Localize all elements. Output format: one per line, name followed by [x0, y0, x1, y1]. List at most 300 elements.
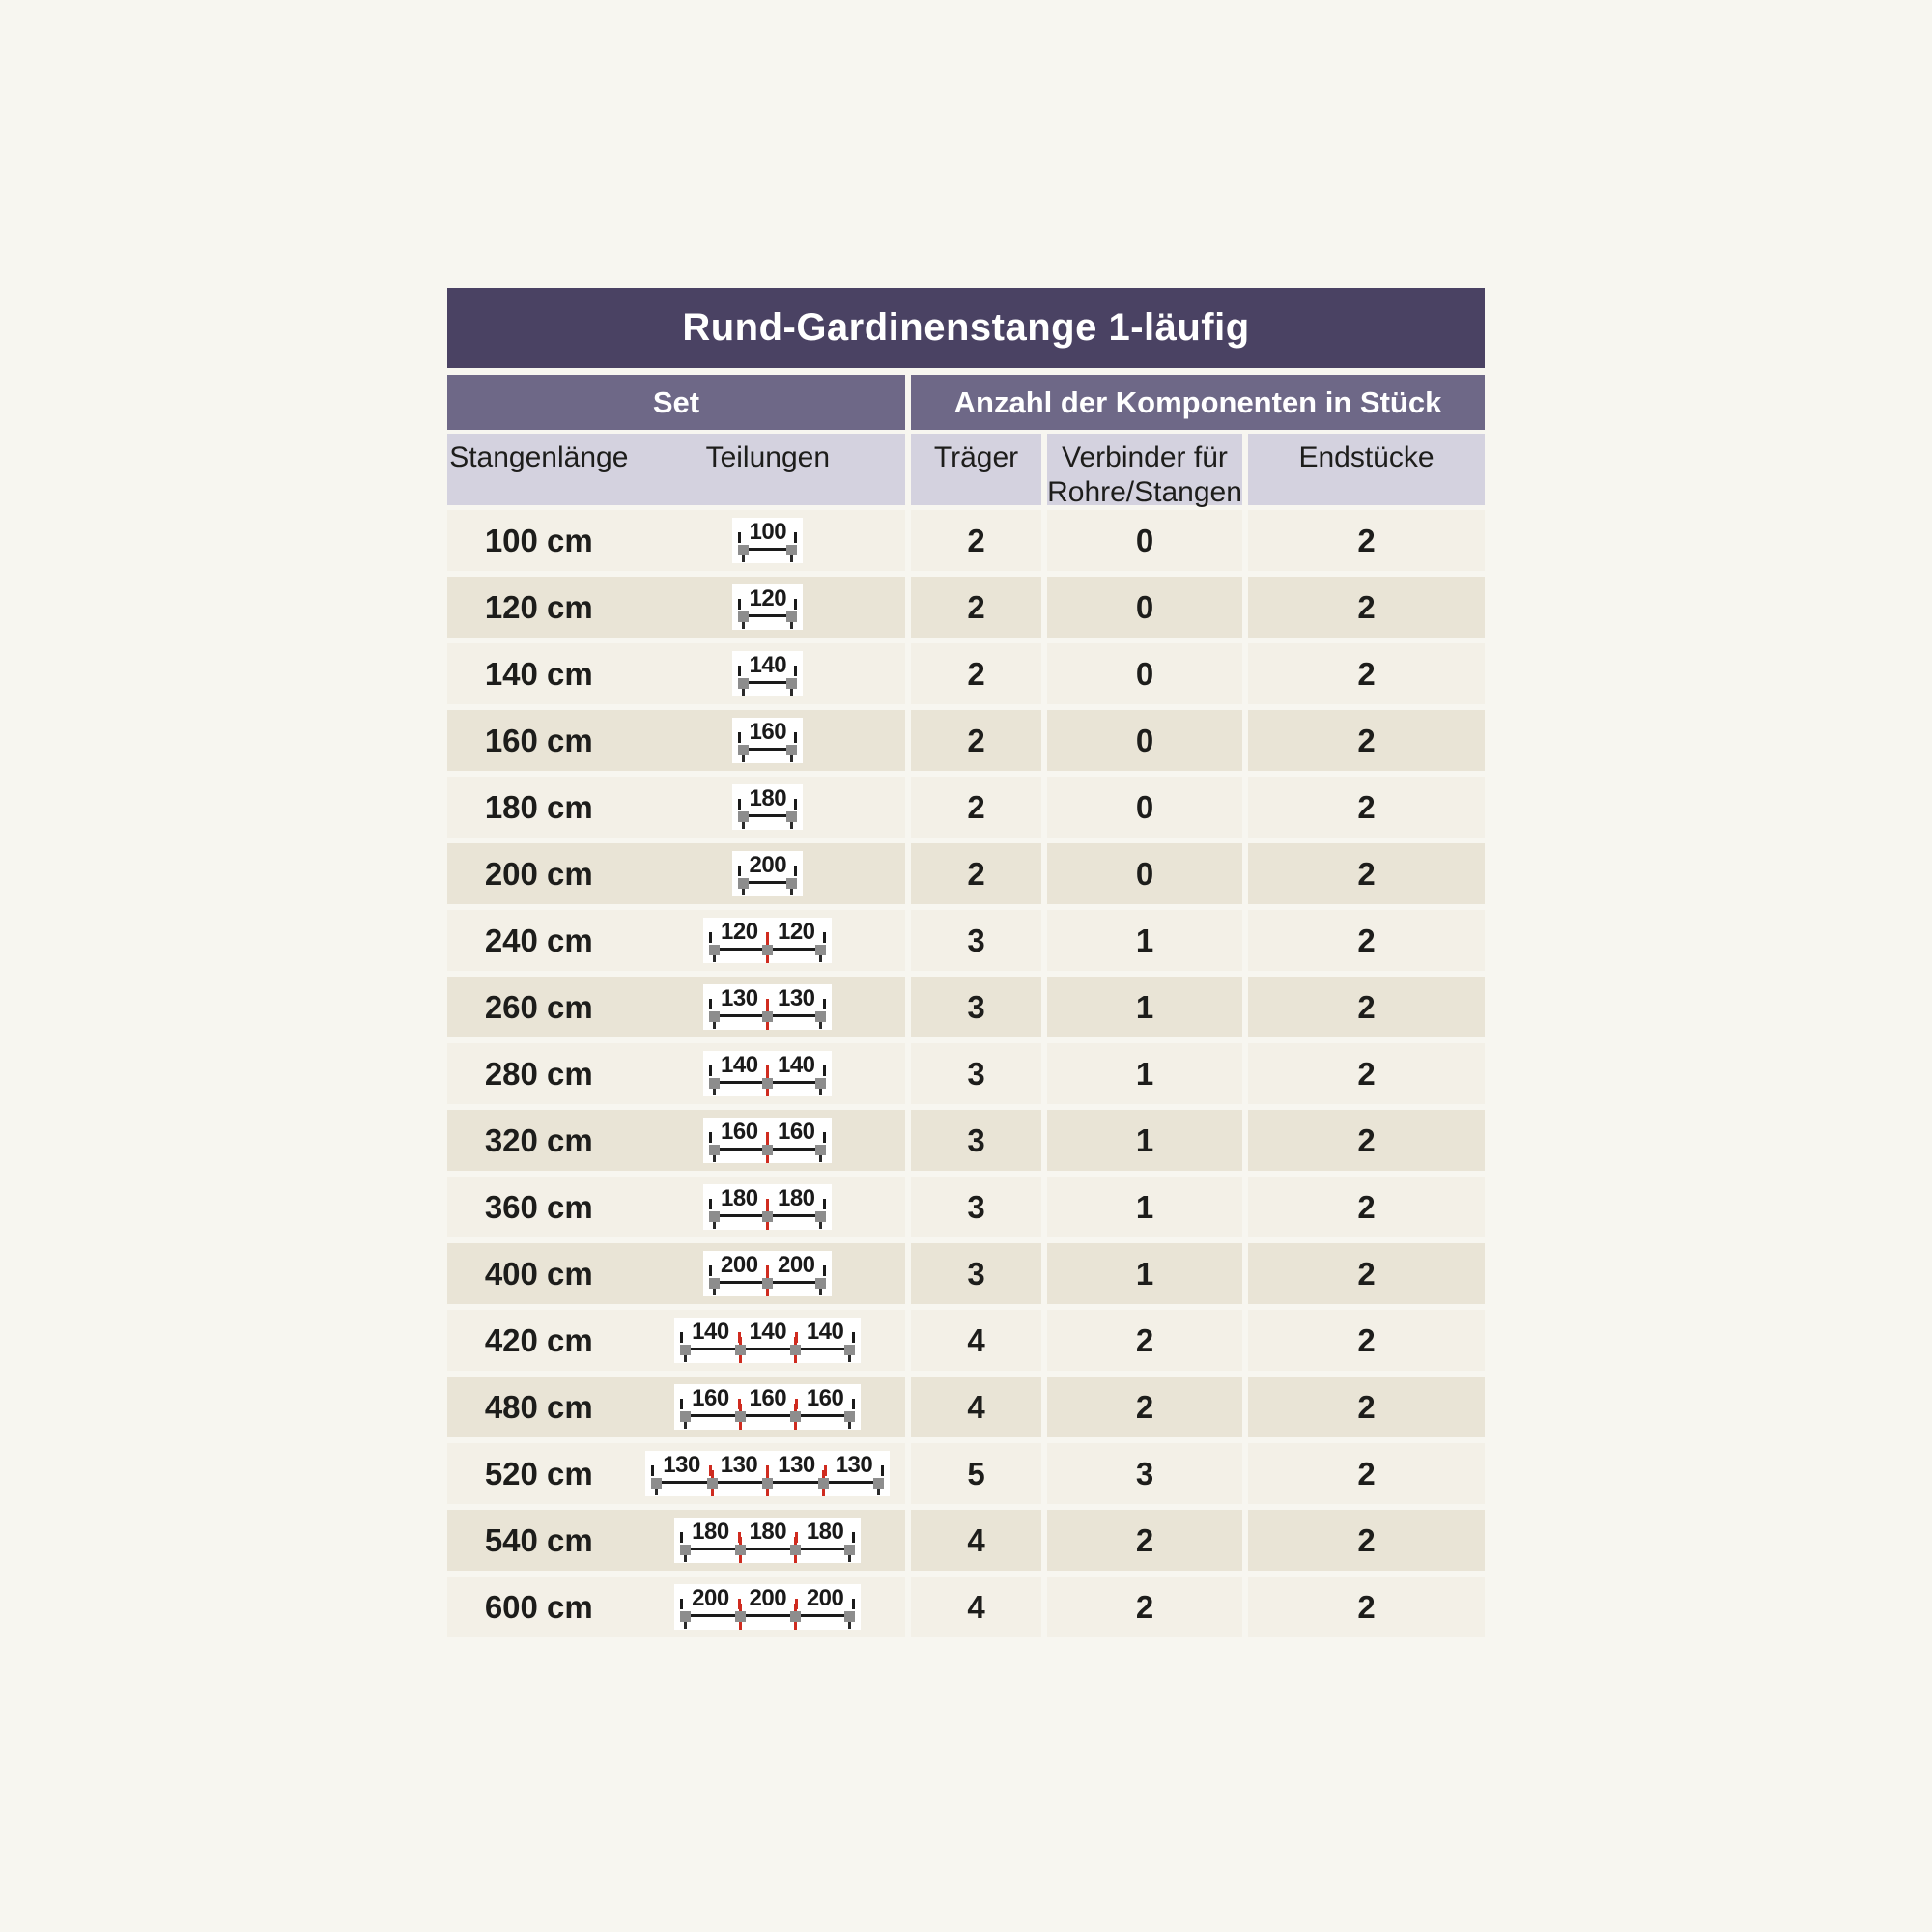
segment-length-value: 140: [777, 1052, 815, 1078]
dimension-end-tick: [738, 866, 741, 876]
stangenlaenge-value: 320 cm: [484, 1122, 593, 1158]
teilungen-diagram: [703, 984, 832, 1030]
teilungen-diagram: [732, 851, 803, 896]
end-bracket-icon: [815, 1211, 826, 1222]
traeger-value: 2: [911, 510, 1041, 571]
stangenlaenge-value: 400 cm: [484, 1255, 593, 1292]
dimension-end-tick: [651, 1465, 654, 1476]
table-row: [447, 1377, 1485, 1437]
verbinder-value: 1: [1047, 977, 1242, 1037]
traeger-value: 2: [911, 843, 1041, 904]
teilungen-cell: [631, 1051, 905, 1096]
column-header-row: [447, 434, 1485, 508]
end-bracket-icon: [709, 1211, 720, 1222]
traeger-value: 3: [911, 1043, 1041, 1104]
verbinder-value: 2: [1047, 1377, 1242, 1437]
segment-length-value: 120: [777, 919, 815, 945]
stangenlaenge-value: 520 cm: [484, 1455, 593, 1492]
end-bracket-icon: [680, 1545, 691, 1555]
dimension-end-tick: [794, 532, 797, 543]
rod-row: [738, 544, 797, 555]
segment-length-value: 130: [720, 1452, 758, 1478]
end-bracket-icon: [815, 1145, 826, 1155]
teilungen-cell: [631, 784, 905, 830]
segment-length-value: 140: [692, 1319, 729, 1345]
endstuecke-value: 2: [1248, 577, 1485, 638]
segment-length-value: 160: [806, 1385, 844, 1411]
set-cell: [447, 1177, 905, 1237]
teilungen-diagram: [732, 518, 803, 563]
connector-bracket-icon: [735, 1345, 746, 1355]
endstuecke-value: 2: [1248, 1577, 1485, 1637]
section-header-set: [447, 375, 905, 430]
rod-row: [709, 1210, 826, 1222]
column-header-set: [447, 434, 905, 505]
rod-row: [738, 744, 797, 755]
connector-bracket-icon: [790, 1411, 801, 1422]
teilungen-cell: [631, 1251, 905, 1296]
teilungen-cell: [631, 1384, 905, 1430]
stangenlaenge-value: 280 cm: [484, 1055, 593, 1092]
teilungen-diagram: [703, 1184, 832, 1230]
rod-row: [709, 1010, 826, 1022]
table-row: [447, 1177, 1485, 1237]
segment-length-value: 160: [777, 1119, 815, 1145]
segment-length-value: 180: [749, 1519, 787, 1545]
verbinder-value: 0: [1047, 643, 1242, 704]
rod-row: [738, 810, 797, 822]
end-bracket-icon: [709, 945, 720, 955]
endstuecke-value: 2: [1248, 1243, 1485, 1304]
verbinder-value: 0: [1047, 577, 1242, 638]
end-bracket-icon: [815, 1011, 826, 1022]
section-header-components: [911, 375, 1485, 430]
dimension-end-tick: [738, 532, 741, 543]
segment-length-value: 200: [749, 852, 787, 878]
segment-length-value: 180: [721, 1185, 758, 1211]
connector-bracket-icon: [735, 1611, 746, 1622]
dimension-end-tick: [823, 1132, 826, 1143]
dimension-end-tick: [823, 932, 826, 943]
verbinder-value: 0: [1047, 843, 1242, 904]
traeger-value: 4: [911, 1577, 1041, 1637]
dimension-row: [738, 854, 797, 876]
stangenlaenge-value: 140 cm: [484, 655, 593, 692]
dimension-end-tick: [709, 999, 712, 1009]
dimension-end-tick: [823, 1065, 826, 1076]
teilungen-diagram: [674, 1518, 861, 1563]
teilungen-cell: [631, 584, 905, 630]
set-cell: [447, 1510, 905, 1571]
table-row: [447, 1443, 1485, 1504]
dimension-end-tick: [852, 1599, 855, 1609]
segment-length-value: 200: [721, 1252, 758, 1278]
traeger-value: 2: [911, 777, 1041, 838]
dimension-end-tick: [794, 666, 797, 676]
table-row: [447, 843, 1485, 904]
table-row: [447, 910, 1485, 971]
connector-bracket-icon: [735, 1545, 746, 1555]
rod-row: [651, 1477, 884, 1489]
dimension-end-tick: [680, 1599, 683, 1609]
segment-length-value: 180: [777, 1185, 815, 1211]
traeger-value: 3: [911, 1243, 1041, 1304]
end-bracket-icon: [738, 811, 749, 822]
teilungen-diagram: [674, 1318, 861, 1363]
rod-line: [681, 1614, 854, 1617]
dimension-end-tick: [794, 799, 797, 810]
stangenlaenge-value: 360 cm: [484, 1188, 593, 1225]
dimension-end-tick: [738, 599, 741, 610]
connector-bracket-icon: [790, 1345, 801, 1355]
end-bracket-icon: [815, 1278, 826, 1289]
stangenlaenge-value: 160 cm: [484, 722, 593, 758]
verbinder-value: 2: [1047, 1577, 1242, 1637]
endstuecke-value: 2: [1248, 510, 1485, 571]
traeger-value: 5: [911, 1443, 1041, 1504]
segment-length-value: 130: [721, 985, 758, 1011]
rod-row: [738, 677, 797, 689]
dimension-row: [738, 654, 797, 676]
endstuecke-value: 2: [1248, 1043, 1485, 1104]
stangenlaenge-value: 240 cm: [484, 922, 593, 958]
rod-line: [681, 1348, 854, 1350]
set-cell: [447, 1443, 905, 1504]
segment-length-value: 180: [806, 1519, 844, 1545]
verbinder-value: 0: [1047, 510, 1242, 571]
set-cell: [447, 577, 905, 638]
verbinder-value: 1: [1047, 1110, 1242, 1171]
verbinder-value: 2: [1047, 1510, 1242, 1571]
rod-row: [709, 1144, 826, 1155]
teilungen-cell: [631, 851, 905, 896]
endstuecke-value: 2: [1248, 1377, 1485, 1437]
teilungen-diagram: [703, 1251, 832, 1296]
teilungen-diagram: [703, 1118, 832, 1163]
stangenlaenge-value: 180 cm: [484, 788, 593, 825]
endstuecke-value: 2: [1248, 1510, 1485, 1571]
dimension-end-tick: [794, 599, 797, 610]
traeger-value: 4: [911, 1377, 1041, 1437]
dimension-row: [680, 1321, 855, 1343]
set-cell: [447, 843, 905, 904]
rod-row: [738, 877, 797, 889]
table-row: [447, 977, 1485, 1037]
stangenlaenge-value: 200 cm: [484, 855, 593, 892]
endstuecke-value: 2: [1248, 977, 1485, 1037]
set-cell: [447, 1310, 905, 1371]
end-bracket-icon: [815, 945, 826, 955]
rod-row: [680, 1610, 855, 1622]
rod-row: [709, 1077, 826, 1089]
teilungen-cell: [631, 1518, 905, 1563]
end-bracket-icon: [786, 545, 797, 555]
dimension-end-tick: [709, 1265, 712, 1276]
endstuecke-value: 2: [1248, 910, 1485, 971]
connector-bracket-icon: [735, 1411, 746, 1422]
section-header-set-label: Set: [652, 384, 700, 419]
column-header-traeger: [911, 434, 1041, 505]
column-header-teilungen: Teilungen: [705, 441, 830, 473]
teilungen-diagram: [732, 651, 803, 696]
end-bracket-icon: [873, 1478, 884, 1489]
endstuecke-value: 2: [1248, 1310, 1485, 1371]
section-header-row: [447, 375, 1485, 430]
traeger-value: 4: [911, 1510, 1041, 1571]
set-cell: [447, 977, 905, 1037]
teilungen-cell: [631, 918, 905, 963]
end-bracket-icon: [738, 545, 749, 555]
segment-length-value: 140: [749, 1319, 787, 1345]
dimension-row: [680, 1387, 855, 1409]
end-bracket-icon: [709, 1011, 720, 1022]
column-header-verbinder: [1047, 434, 1242, 508]
segment-length-value: 130: [777, 985, 815, 1011]
end-bracket-icon: [844, 1345, 855, 1355]
connector-bracket-icon: [818, 1478, 829, 1489]
rod-row: [738, 611, 797, 622]
set-cell: [447, 777, 905, 838]
traeger-value: 4: [911, 1310, 1041, 1371]
dimension-end-tick: [709, 1199, 712, 1209]
end-bracket-icon: [680, 1345, 691, 1355]
set-cell: [447, 643, 905, 704]
end-bracket-icon: [786, 611, 797, 622]
segment-length-value: 180: [692, 1519, 729, 1545]
connector-bracket-icon: [762, 1478, 773, 1489]
segment-length-value: 130: [778, 1452, 815, 1478]
segment-length-value: 140: [806, 1319, 844, 1345]
dimension-row: [738, 721, 797, 743]
end-bracket-icon: [844, 1611, 855, 1622]
connector-bracket-icon: [790, 1611, 801, 1622]
dimension-end-tick: [852, 1399, 855, 1409]
end-bracket-icon: [738, 745, 749, 755]
rod-line: [681, 1414, 854, 1417]
segment-length-value: 200: [806, 1585, 844, 1611]
teilungen-cell: [631, 1584, 905, 1630]
set-cell: [447, 710, 905, 771]
table-row: [447, 643, 1485, 704]
dimension-end-tick: [738, 666, 741, 676]
stangenlaenge-value: 260 cm: [484, 988, 593, 1025]
stangenlaenge-value: 100 cm: [484, 522, 593, 558]
dimension-row: [738, 587, 797, 610]
dimension-end-tick: [794, 732, 797, 743]
verbinder-value: 1: [1047, 1043, 1242, 1104]
connector-bracket-icon: [790, 1545, 801, 1555]
column-header-stangenlaenge: Stangenlänge: [449, 441, 629, 473]
teilungen-diagram: [732, 584, 803, 630]
teilungen-cell: [631, 651, 905, 696]
verbinder-value: 1: [1047, 1177, 1242, 1237]
rod-row: [709, 1277, 826, 1289]
stangenlaenge-value: 540 cm: [484, 1521, 593, 1558]
column-header-endstuecke: [1248, 434, 1485, 505]
dimension-row: [680, 1520, 855, 1543]
dimension-end-tick: [852, 1332, 855, 1343]
rod-row: [709, 944, 826, 955]
table-row: [447, 777, 1485, 838]
table-row: [447, 1043, 1485, 1104]
dimension-end-tick: [738, 799, 741, 810]
dimension-end-tick: [823, 1199, 826, 1209]
segment-length-value: 200: [749, 1585, 787, 1611]
dimension-end-tick: [680, 1332, 683, 1343]
traeger-value: 2: [911, 643, 1041, 704]
column-header-endstuecke-label: Endstücke: [1298, 441, 1435, 473]
end-bracket-icon: [709, 1278, 720, 1289]
end-bracket-icon: [815, 1078, 826, 1089]
stangenlaenge-value: 120 cm: [484, 588, 593, 625]
end-bracket-icon: [786, 878, 797, 889]
table-row: [447, 577, 1485, 638]
teilungen-cell: [631, 1318, 905, 1363]
set-cell: [447, 510, 905, 571]
endstuecke-value: 2: [1248, 643, 1485, 704]
set-cell: [447, 1243, 905, 1304]
end-bracket-icon: [680, 1611, 691, 1622]
teilungen-diagram: [674, 1384, 861, 1430]
teilungen-cell: [631, 518, 905, 563]
verbinder-value: 1: [1047, 1243, 1242, 1304]
connector-bracket-icon: [707, 1478, 718, 1489]
traeger-value: 3: [911, 910, 1041, 971]
endstuecke-value: 2: [1248, 843, 1485, 904]
teilungen-cell: [631, 1451, 905, 1496]
teilungen-cell: [631, 1118, 905, 1163]
table-row: [447, 710, 1485, 771]
dimension-end-tick: [738, 732, 741, 743]
stangenlaenge-value: 420 cm: [484, 1321, 593, 1358]
end-bracket-icon: [786, 678, 797, 689]
dimension-row: [680, 1587, 855, 1609]
rod-line: [681, 1548, 854, 1550]
end-bracket-icon: [844, 1545, 855, 1555]
verbinder-value: 0: [1047, 777, 1242, 838]
connector-bracket-icon: [762, 1145, 773, 1155]
connector-bracket-icon: [762, 1011, 773, 1022]
end-bracket-icon: [738, 878, 749, 889]
rod-row: [680, 1544, 855, 1555]
teilungen-diagram: [674, 1584, 861, 1630]
end-bracket-icon: [786, 811, 797, 822]
dimension-row: [738, 787, 797, 810]
dimension-end-tick: [881, 1465, 884, 1476]
segment-length-value: 160: [692, 1385, 729, 1411]
stangenlaenge-value: 480 cm: [484, 1388, 593, 1425]
segment-length-value: 120: [721, 919, 758, 945]
segment-length-value: 180: [749, 785, 787, 811]
connector-bracket-icon: [762, 1211, 773, 1222]
verbinder-value: 3: [1047, 1443, 1242, 1504]
endstuecke-value: 2: [1248, 1443, 1485, 1504]
table-title-text: Rund-Gardinenstange 1-läufig: [682, 306, 1250, 349]
stangenlaenge-value: 600 cm: [484, 1588, 593, 1625]
dimension-end-tick: [680, 1532, 683, 1543]
end-bracket-icon: [680, 1411, 691, 1422]
component-table: [447, 288, 1485, 1637]
end-bracket-icon: [786, 745, 797, 755]
endstuecke-value: 2: [1248, 1177, 1485, 1237]
teilungen-cell: [631, 718, 905, 763]
traeger-value: 3: [911, 1177, 1041, 1237]
endstuecke-value: 2: [1248, 1110, 1485, 1171]
segment-length-value: 200: [692, 1585, 729, 1611]
teilungen-diagram: [732, 718, 803, 763]
column-header-verbinder-label: [1047, 440, 1242, 508]
traeger-value: 3: [911, 1110, 1041, 1171]
column-header-traeger-label: Träger: [933, 441, 1019, 473]
traeger-value: 2: [911, 577, 1041, 638]
endstuecke-value: 2: [1248, 777, 1485, 838]
segment-length-value: 200: [777, 1252, 815, 1278]
segment-length-value: 140: [749, 652, 787, 678]
connector-bracket-icon: [762, 1278, 773, 1289]
end-bracket-icon: [738, 611, 749, 622]
dimension-row: [738, 521, 797, 543]
dimension-end-tick: [823, 1265, 826, 1276]
segment-length-value: 140: [721, 1052, 758, 1078]
teilungen-cell: [631, 1184, 905, 1230]
table-rows: [447, 510, 1485, 1637]
dimension-end-tick: [852, 1532, 855, 1543]
column-header-verbinder-line1: Verbinder für: [1062, 441, 1228, 473]
segment-length-value: 130: [835, 1452, 873, 1478]
set-cell: [447, 1577, 905, 1637]
dimension-end-tick: [709, 1065, 712, 1076]
end-bracket-icon: [709, 1145, 720, 1155]
rod-row: [680, 1344, 855, 1355]
dimension-end-tick: [680, 1399, 683, 1409]
table-row: [447, 1310, 1485, 1371]
table-row: [447, 510, 1485, 571]
segment-length-value: 120: [749, 585, 787, 611]
set-cell: [447, 910, 905, 971]
dimension-end-tick: [794, 866, 797, 876]
segment-length-value: 160: [749, 1385, 787, 1411]
rod-row: [680, 1410, 855, 1422]
table-row: [447, 1110, 1485, 1171]
verbinder-value: 1: [1047, 910, 1242, 971]
table-row: [447, 1577, 1485, 1637]
set-cell: [447, 1377, 905, 1437]
segment-length-value: 130: [663, 1452, 700, 1478]
end-bracket-icon: [738, 678, 749, 689]
traeger-value: 2: [911, 710, 1041, 771]
table-title: [447, 288, 1485, 368]
dimension-end-tick: [709, 1132, 712, 1143]
teilungen-diagram: [645, 1451, 890, 1496]
connector-bracket-icon: [762, 1078, 773, 1089]
segment-length-value: 100: [749, 519, 787, 545]
teilungen-cell: [631, 984, 905, 1030]
dimension-end-tick: [709, 932, 712, 943]
end-bracket-icon: [651, 1478, 662, 1489]
connector-bracket-icon: [762, 945, 773, 955]
column-header-verbinder-line2: Rohre/Stangen: [1047, 476, 1242, 508]
end-bracket-icon: [709, 1078, 720, 1089]
dimension-end-tick: [823, 999, 826, 1009]
set-cell: [447, 1110, 905, 1171]
segment-length-value: 160: [749, 719, 787, 745]
verbinder-value: 0: [1047, 710, 1242, 771]
end-bracket-icon: [844, 1411, 855, 1422]
teilungen-diagram: [732, 784, 803, 830]
table-row: [447, 1510, 1485, 1571]
segment-length-value: 160: [721, 1119, 758, 1145]
table-row: [447, 1243, 1485, 1304]
